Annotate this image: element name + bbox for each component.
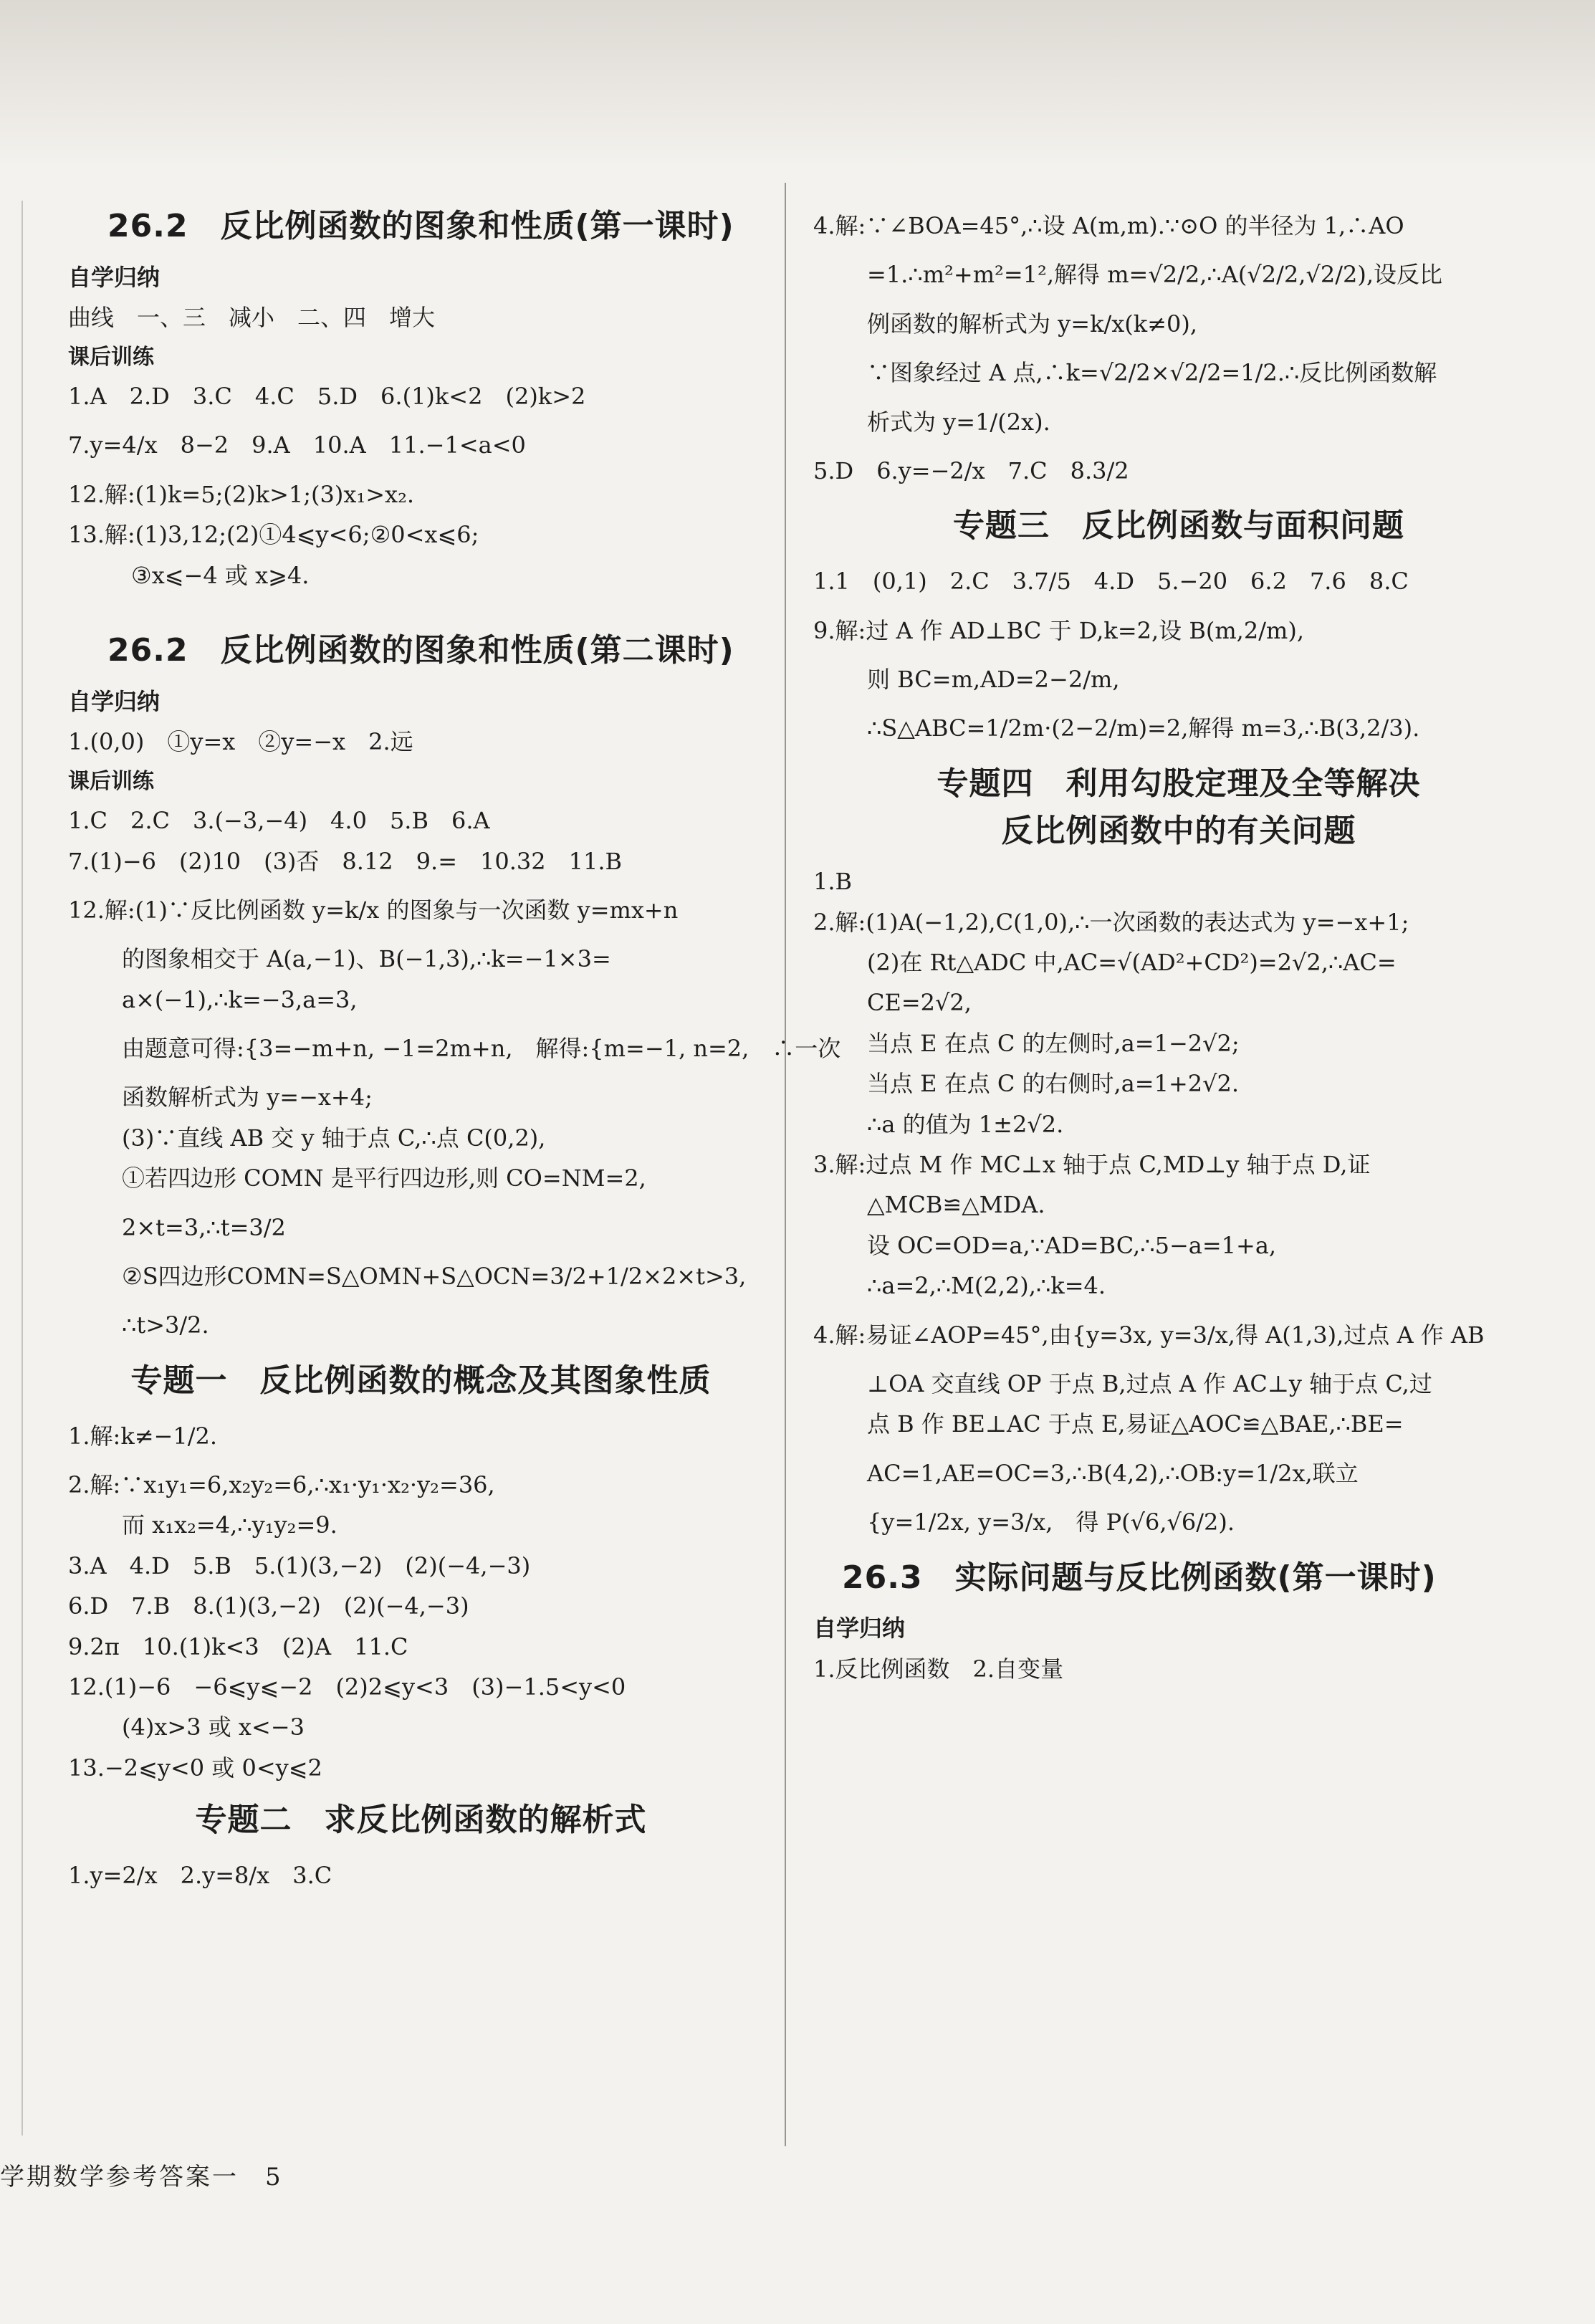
topic-title: 专题一 反比例函数的概念及其图象性质 — [130, 1362, 712, 1399]
answer-line: 9.解:过 A 作 AD⊥BC 于 D,k=2,设 B(m,2/m), — [813, 616, 1304, 644]
answer-line: 1.反比例函数 2.自变量 — [813, 1655, 1064, 1683]
right-column — [813, 193, 1544, 1693]
answer-line: ②S四边形COMN=S△OMN+S△OCN=3/2+1/2×2×t>3, — [122, 1263, 747, 1291]
column-divider — [785, 183, 786, 2146]
answer-line: ∴a=2,∴M(2,2),∴k=4. — [867, 1272, 1106, 1300]
answer-line: 7.(1)−6 (2)10 (3)否 8.12 9.= 10.32 11.B — [68, 847, 623, 875]
answer-line: 7.y=4/x 8−2 9.A 10.A 11.−1<a<0 — [68, 431, 526, 459]
answer-line: 6.D 7.B 8.(1)(3,−2) (2)(−4,−3) — [68, 1592, 469, 1620]
answer-line: 13.解:(1)3,12;(2)①4⩽y<6;②0<x⩽6; — [68, 521, 479, 549]
answer-line: 4.解:易证∠AOP=45°,由{y=3x, y=3/x,得 A(1,3),过点 A 作 AB — [813, 1321, 1485, 1349]
left-column — [68, 193, 841, 1908]
answer-line: 函数解析式为 y=−x+4; — [122, 1084, 373, 1111]
subsection-heading: 自学归纳 — [813, 1615, 906, 1642]
answer-line: 1.y=2/x 2.y=8/x 3.C — [68, 1861, 332, 1889]
answer-line: 1.1 (0,1) 2.C 3.7/5 4.D 5.−20 6.2 7.6 8.C — [813, 568, 1409, 596]
answer-line: 例函数的解析式为 y=k/x(k≠0), — [867, 310, 1197, 338]
answer-line: 则 BC=m,AD=2−2/m, — [867, 665, 1120, 693]
section-title: 26.2 反比例函数的图象和性质(第二课时) — [107, 632, 734, 669]
answer-line: ∴t>3/2. — [122, 1311, 209, 1339]
subsection-heading: 自学归纳 — [68, 687, 161, 715]
section-title: 26.2 反比例函数的图象和性质(第一课时) — [107, 208, 734, 244]
subsection-heading: 课后训练 — [68, 344, 154, 370]
answer-line: 3.A 4.D 5.B 5.(1)(3,−2) (2)(−4,−3) — [68, 1551, 531, 1579]
answer-line: 2×t=3,∴t=3/2 — [122, 1213, 286, 1241]
answer-line: 当点 E 在点 C 的左侧时,a=1−2√2; — [867, 1029, 1240, 1057]
answer-line: 12.(1)−6 −6⩽y⩽−2 (2)2⩽y<3 (3)−1.5<y<0 — [68, 1673, 626, 1701]
answer-line: 12.解:(1)k=5;(2)k>1;(3)x₁>x₂. — [68, 480, 415, 508]
answer-line: 13.−2⩽y<0 或 0<y⩽2 — [68, 1754, 322, 1782]
subsection-heading: 课后训练 — [68, 768, 154, 794]
answer-line: (4)x>3 或 x<−3 — [122, 1713, 305, 1741]
answer-line: 1.A 2.D 3.C 4.C 5.D 6.(1)k<2 (2)k>2 — [68, 383, 586, 411]
answer-line: (3)∵直线 AB 交 y 轴于点 C,∴点 C(0,2), — [122, 1124, 546, 1152]
answer-line: 而 x₁x₂=4,∴y₁y₂=9. — [122, 1511, 337, 1539]
answer-line: 5.D 6.y=−2/x 7.C 8.3/2 — [813, 456, 1129, 484]
answer-line: ⊥OA 交直线 OP 于点 B,过点 A 作 AC⊥y 轴于点 C,过 — [867, 1369, 1432, 1397]
topic-title: 反比例函数中的有关问题 — [1001, 812, 1356, 849]
answer-line: 2.解:∵x₁y₁=6,x₂y₂=6,∴x₁·y₁·x₂·y₂=36, — [68, 1471, 495, 1498]
binding-edge — [21, 201, 23, 2136]
answer-line: 4.解:∵∠BOA=45°,∴设 A(m,m).∵⊙O 的半径为 1,∴AO — [813, 212, 1404, 239]
answer-line: ∴S△ABC=1/2m·(2−2/m)=2,解得 m=3,∴B(3,2/3). — [867, 714, 1420, 742]
topic-title: 专题三 反比例函数与面积问题 — [953, 507, 1404, 545]
answer-line: 1.C 2.C 3.(−3,−4) 4.0 5.B 6.A — [68, 807, 490, 835]
answer-line: △MCB≌△MDA. — [867, 1191, 1045, 1219]
answer-line: ③x⩽−4 或 x⩾4. — [131, 561, 310, 589]
answer-line: 当点 E 在点 C 的右侧时,a=1+2√2. — [867, 1070, 1240, 1098]
answer-line: =1.∴m²+m²=1²,解得 m=√2/2,∴A(√2/2,√2/2),设反比 — [867, 261, 1442, 289]
answer-line: ∴a 的值为 1±2√2. — [867, 1110, 1064, 1138]
answer-line: 1.解:k≠−1/2. — [68, 1422, 218, 1450]
answer-line: 2.解:(1)A(−1,2),C(1,0),∴一次函数的表达式为 y=−x+1; — [813, 908, 1409, 936]
answer-line: {y=1/2x, y=3/x, 得 P(√6,√6/2). — [867, 1508, 1235, 1536]
subsection-heading: 自学归纳 — [68, 263, 161, 291]
answer-line: 曲线 一、三 减小 二、四 增大 — [68, 304, 436, 332]
topic-title: 专题四 利用勾股定理及全等解决 — [937, 765, 1421, 802]
page-footer: 学期数学参考答案一 5 — [0, 2163, 283, 2191]
answer-line: (2)在 Rt△ADC 中,AC=√(AD²+CD²)=2√2,∴AC= — [867, 949, 1397, 977]
answer-line: 的图象相交于 A(a,−1)、B(−1,3),∴k=−1×3= — [122, 945, 611, 973]
answer-line: CE=2√2, — [867, 989, 972, 1017]
answer-line: AC=1,AE=OC=3,∴B(4,2),∴OB:y=1/2x,联立 — [867, 1459, 1359, 1487]
answer-line: 9.2π 10.(1)k<3 (2)A 11.C — [68, 1632, 408, 1660]
answer-line: 1.B — [813, 868, 853, 896]
answer-line: 点 B 作 BE⊥AC 于点 E,易证△AOC≌△BAE,∴BE= — [867, 1410, 1404, 1438]
section-title: 26.3 实际问题与反比例函数(第一课时) — [842, 1559, 1437, 1596]
answer-line: a×(−1),∴k=−3,a=3, — [122, 985, 358, 1013]
answer-line: 析式为 y=1/(2x). — [867, 408, 1050, 436]
answer-line: ①若四边形 COMN 是平行四边形,则 CO=NM=2, — [122, 1165, 646, 1192]
answer-line: 由题意可得:{3=−m+n, −1=2m+n, 解得:{m=−1, n=2, ∴一次 — [122, 1035, 841, 1063]
answer-line: ∵图象经过 A 点,∴k=√2/2×√2/2=1/2.∴反比例函数解 — [867, 359, 1437, 387]
topic-title: 专题二 求反比例函数的解析式 — [195, 1802, 647, 1839]
answer-line: 设 OC=OD=a,∵AD=BC,∴5−a=1+a, — [867, 1231, 1277, 1259]
answer-line: 12.解:(1)∵反比例函数 y=k/x 的图象与一次函数 y=mx+n — [68, 896, 679, 924]
scan-shadow — [0, 0, 1595, 168]
answer-line: 3.解:过点 M 作 MC⊥x 轴于点 C,MD⊥y 轴于点 D,证 — [813, 1151, 1371, 1179]
answer-line: 1.(0,0) ①y=x ②y=−x 2.远 — [68, 728, 413, 756]
